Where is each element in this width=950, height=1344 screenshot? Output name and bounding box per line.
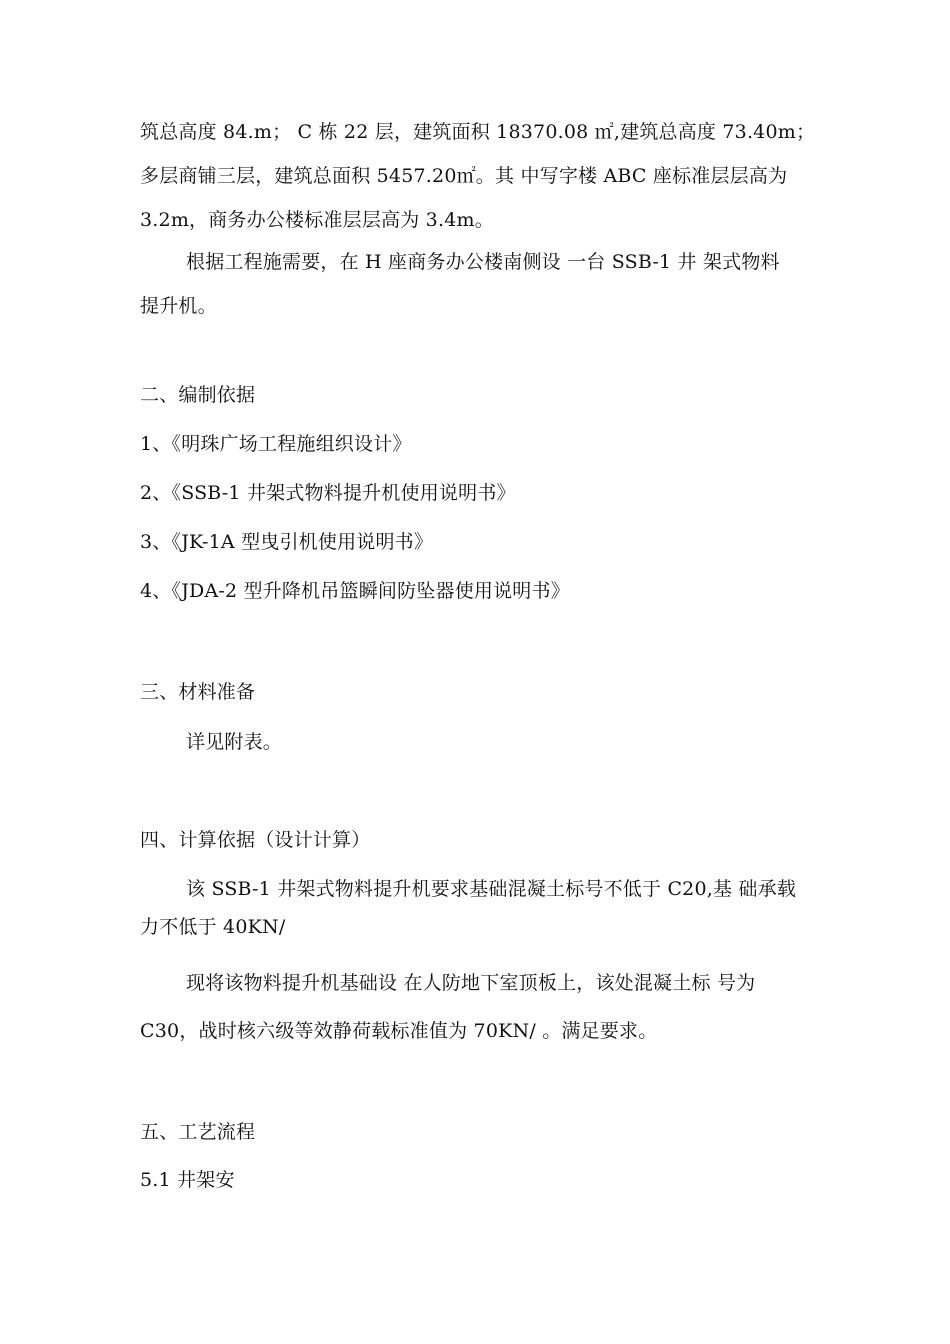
- paragraph-line: 根据工程施需要，在 H 座商务办公楼南侧设 一台 SSB-1 井 架式物料: [186, 251, 780, 273]
- paragraph-line: 力不低于 40KN/: [140, 916, 286, 938]
- paragraph-line: 该 SSB-1 井架式物料提升机要求基础混凝土标号不低于 C20,基 础承载: [186, 878, 797, 900]
- section-heading: 四、计算依据（设计计算）: [140, 829, 371, 851]
- paragraph-line: 提升机。: [140, 295, 217, 317]
- paragraph-line: 详见附表。: [186, 731, 283, 753]
- list-item: 2、《SSB-1 井架式物料提升机使用说明书》: [140, 482, 516, 504]
- section-heading: 五、工艺流程: [140, 1121, 256, 1143]
- list-item: 4、《JDA-2 型升降机吊篮瞬间防坠器使用说明书》: [140, 580, 570, 602]
- section-heading: 三、材料准备: [140, 681, 256, 703]
- paragraph-line: 3.2m，商务办公楼标准层层高为 3.4m。: [140, 209, 494, 231]
- paragraph-line: 现将该物料提升机基础设 在人防地下室顶板上，该处混凝土标 号为: [186, 972, 756, 994]
- section-heading: 二、编制依据: [140, 384, 256, 406]
- list-item: 1、《明珠广场工程施组织设计》: [140, 433, 412, 455]
- subsection-heading: 5.1 井架安: [140, 1169, 235, 1191]
- list-item: 3、《JK-1A 型曳引机使用说明书》: [140, 531, 434, 553]
- paragraph-line: C30，战时核六级等效静荷载标准值为 70KN/ 。满足要求。: [140, 1020, 658, 1042]
- paragraph-line: 筑总高度 84.m； C 栋 22 层，建筑面积 18370.08 ㎡,建筑总高度 73.40m；: [140, 121, 816, 143]
- paragraph-line: 多层商铺三层，建筑总面积 5457.20㎡。其 中写字楼 ABC 座标准层层高为: [140, 165, 788, 187]
